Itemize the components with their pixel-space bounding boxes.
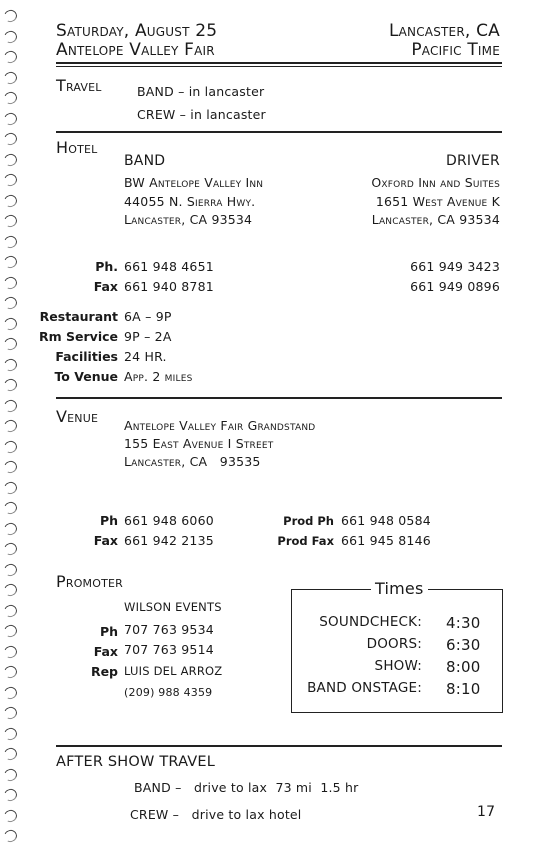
spiral-ring — [2, 521, 18, 537]
hotel-band-phone: 661 948 4651 — [124, 259, 214, 274]
venue-prod-phone: 661 948 0584 — [341, 513, 431, 528]
spiral-ring — [2, 685, 18, 701]
venue-fax-label: Fax — [93, 533, 118, 548]
spiral-ring — [2, 562, 18, 578]
header-rule-thin — [56, 66, 502, 67]
header-rule — [56, 62, 502, 64]
hotel-driver-city: Lancaster, CA 93534 — [371, 212, 500, 227]
hotel-driver-phone: 661 949 3423 — [410, 259, 500, 274]
travel-crew: CREW – in lancaster — [137, 107, 266, 122]
promoter-title: Promoter — [56, 572, 124, 591]
facilities-hours: 24 HR. — [124, 349, 167, 364]
venue-address: 155 East Avenue I Street — [124, 436, 274, 451]
spiral-ring — [2, 213, 18, 229]
hotel-fax-label: Fax — [93, 279, 118, 294]
travel-rule — [56, 131, 502, 133]
spiral-ring — [2, 787, 18, 803]
spiral-ring — [2, 70, 18, 86]
spiral-ring — [2, 582, 18, 598]
promoter-phone-label: Ph — [99, 624, 118, 639]
to-venue-distance: App. 2 miles — [124, 369, 193, 384]
hotel-driver-heading: DRIVER — [446, 153, 500, 169]
promoter-rep-phone: (209) 988 4359 — [124, 686, 213, 699]
spiral-ring — [2, 603, 18, 619]
times-row-label: SOUNDCHECK: — [319, 614, 422, 630]
times-row-value: 4:30 — [446, 614, 481, 632]
hotel-driver-name: Oxford Inn and Suites — [371, 175, 500, 190]
after-show-band: BAND – drive to lax 73 mi 1.5 hr — [134, 780, 359, 795]
times-row-value: 8:10 — [446, 680, 481, 698]
spiral-ring — [2, 336, 18, 352]
hotel-driver-fax: 661 949 0896 — [410, 279, 500, 294]
spiral-ring — [2, 664, 18, 680]
promoter-fax: 707 763 9514 — [124, 642, 214, 657]
header-date: Saturday, August 25 — [56, 21, 218, 41]
spiral-ring — [2, 644, 18, 660]
spiral-ring — [2, 500, 18, 516]
spiral-ring — [2, 808, 18, 824]
spiral-ring — [2, 398, 18, 414]
venue-phone: 661 948 6060 — [124, 513, 214, 528]
spiral-ring — [2, 193, 18, 209]
hotel-band-name: BW Antelope Valley Inn — [124, 175, 264, 190]
spiral-ring — [2, 111, 18, 127]
header-timezone: Pacific Time — [411, 40, 500, 60]
promoter-phone: 707 763 9534 — [124, 622, 214, 637]
venue-name: Antelope Valley Fair Grandstand — [124, 418, 316, 433]
hotel-driver-address: 1651 West Avenue K — [375, 194, 500, 209]
venue-fax: 661 942 2135 — [124, 533, 214, 548]
hotel-band-heading: BAND — [124, 153, 166, 169]
spiral-ring — [2, 8, 18, 24]
venue-prod-phone-label: Prod Ph — [283, 514, 334, 528]
times-row-label: SHOW: — [374, 658, 422, 674]
spiral-ring — [2, 459, 18, 475]
spiral-ring — [2, 234, 18, 250]
header-city: Lancaster, CA — [388, 21, 500, 41]
spiral-ring — [2, 90, 18, 106]
spiral-ring — [2, 541, 18, 557]
spiral-ring — [2, 29, 18, 45]
promoter-rep-label: Rep — [90, 664, 118, 679]
promoter-rep: LUIS DEL ARROZ — [124, 664, 223, 678]
facilities-label: Facilities — [55, 349, 118, 364]
restaurant-label: Restaurant — [39, 309, 118, 324]
travel-title: Travel — [56, 76, 102, 95]
venue-title: Venue — [56, 407, 99, 426]
spiral-ring — [2, 152, 18, 168]
spiral-ring — [2, 705, 18, 721]
times-row-label: DOORS: — [366, 636, 422, 652]
hotel-phone-label: Ph. — [95, 259, 118, 274]
hotel-band-address: 44055 N. Sierra Hwy. — [124, 194, 256, 209]
times-title: Times — [371, 579, 428, 598]
travel-band: BAND – in lancaster — [137, 84, 265, 99]
spiral-ring — [2, 726, 18, 742]
after-show-crew: CREW – drive to lax hotel — [130, 807, 302, 822]
spiral-ring — [2, 377, 18, 393]
hotel-band-fax: 661 940 8781 — [124, 279, 214, 294]
restaurant-hours: 6A – 9P — [124, 309, 172, 324]
spiral-ring — [2, 746, 18, 762]
promoter-company: WILSON EVENTS — [124, 600, 222, 614]
after-show-rule — [56, 745, 502, 747]
hotel-band-city: Lancaster, CA 93534 — [124, 212, 253, 227]
times-row-value: 6:30 — [446, 636, 481, 654]
spiral-ring — [2, 316, 18, 332]
venue-prod-fax: 661 945 8146 — [341, 533, 431, 548]
rm-service-label: Rm Service — [39, 329, 118, 344]
spiral-ring — [2, 767, 18, 783]
spiral-ring — [2, 418, 18, 434]
spiral-ring — [2, 439, 18, 455]
spiral-ring — [2, 172, 18, 188]
to-venue-label: To Venue — [54, 369, 118, 384]
spiral-ring — [2, 254, 18, 270]
hotel-title: Hotel — [56, 138, 98, 157]
spiral-ring — [2, 623, 18, 639]
spiral-ring — [2, 357, 18, 373]
times-row-value: 8:00 — [446, 658, 481, 676]
spiral-ring — [2, 275, 18, 291]
page-number: 17 — [477, 804, 496, 820]
rm-service-hours: 9P – 2A — [124, 329, 172, 344]
spiral-ring — [2, 828, 18, 844]
spiral-ring — [2, 49, 18, 65]
promoter-fax-label: Fax — [93, 644, 118, 659]
spiral-ring — [2, 480, 18, 496]
times-row-label: BAND ONSTAGE: — [307, 680, 422, 696]
venue-prod-fax-label: Prod Fax — [277, 534, 334, 548]
venue-phone-label: Ph — [99, 513, 118, 528]
spiral-ring — [2, 131, 18, 147]
hotel-rule — [56, 397, 502, 399]
spiral-ring — [2, 295, 18, 311]
spiral-binding — [0, 0, 26, 851]
venue-city: Lancaster, CA 93535 — [124, 454, 261, 469]
after-show-title: AFTER SHOW TRAVEL — [56, 754, 216, 770]
header-event: Antelope Valley Fair — [56, 40, 215, 60]
